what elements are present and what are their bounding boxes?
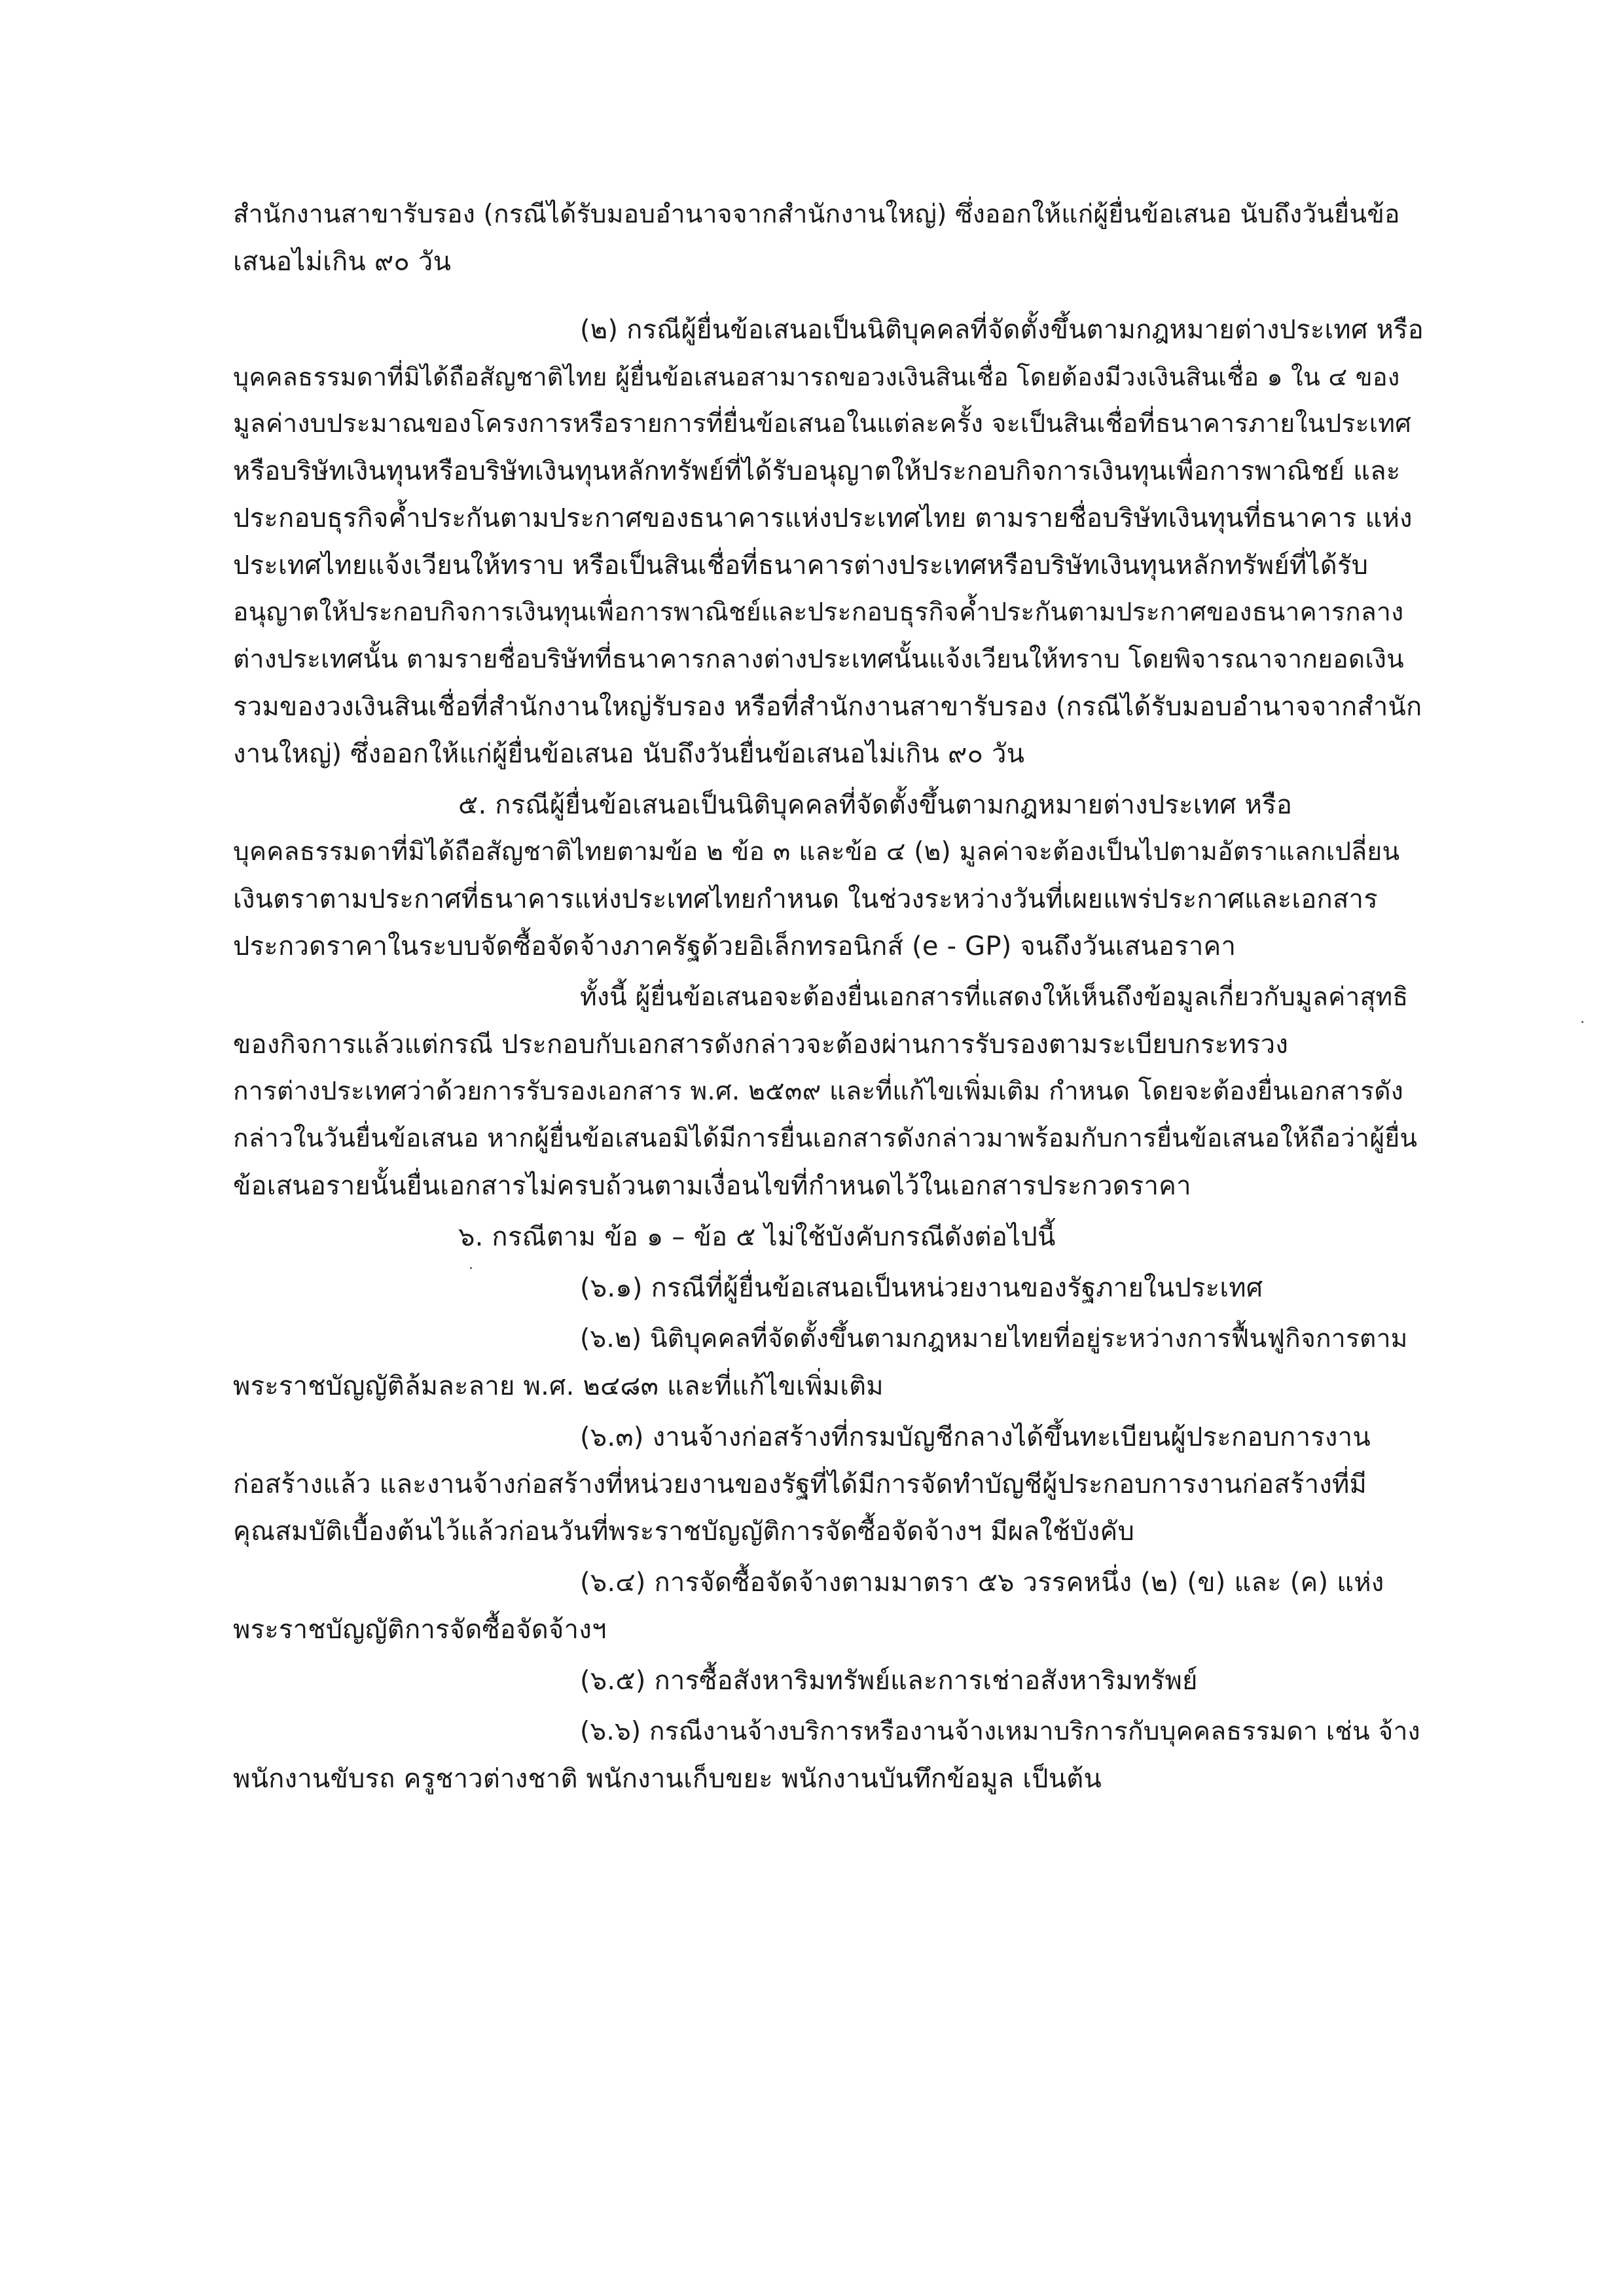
clause-6-1: (๖.๑) กรณีที่ผู้ยื่นข้อเสนอเป็นหน่วยงานของรัฐภายในประเทศ: [580, 1273, 1263, 1303]
paragraph-line: คุณสมบัติเบื้องต้นไว้แล้วก่อนวันที่พระราชบัญญัติการจัดซื้อจัดจ้างฯ มีผลใช้บังคับ: [233, 1516, 1135, 1547]
paragraph-line: มูลค่างบประมาณของโครงการหรือรายการที่ยื่นข้อเสนอในแต่ละครั้ง จะเป็นสินเชื่อที่ธนาคารภายในประเทศ: [233, 409, 1412, 439]
paragraph-line: เงินตราตามประกาศที่ธนาคารแห่งประเทศไทยกำหนด ในช่วงระหว่างวันที่เผยแพร่ประกาศและเอกสาร: [233, 884, 1378, 914]
paragraph-line: รวมของวงเงินสินเชื่อที่สำนักงานใหญ่รับรอง หรือที่สำนักงานสาขารับรอง (กรณีได้รับมอบอำนาจจากสำนัก: [233, 692, 1422, 722]
paragraph-line: บุคคลธรรมดาที่มิได้ถือสัญชาติไทยตามข้อ ๒ ข้อ ๓ และข้อ ๔ (๒) มูลค่าจะต้องเป็นไปตามอัตราแลกเปลี่ยน: [233, 837, 1400, 867]
clause-6-3: (๖.๓) งานจ้างก่อสร้างที่กรมบัญชีกลางได้ขึ้นทะเบียนผู้ประกอบการงาน: [580, 1422, 1371, 1452]
note-heading: ทั้งนี้ ผู้ยื่นข้อเสนอจะต้องยื่นเอกสารที่แสดงให้เห็นถึงข้อมูลเกี่ยวกับมูลค่าสุทธิ: [580, 982, 1409, 1012]
clause-6-5: (๖.๕) การซื้อสังหาริมทรัพย์และการเช่าอสังหาริมทรัพย์: [580, 1666, 1198, 1696]
clause-6-6: (๖.๖) กรณีงานจ้างบริการหรืองานจ้างเหมาบริการกับบุคคลธรรมดา เช่น จ้าง: [580, 1717, 1420, 1746]
paragraph-line: สำนักงานสาขารับรอง (กรณีได้รับมอบอำนาจจากสำนักงานใหญ่) ซึ่งออกให้แก่ผู้ยื่นข้อเสนอ นับถึงวันยื่นข้อ: [233, 200, 1400, 229]
paragraph-line: การต่างประเทศว่าด้วยการรับรองเอกสาร พ.ศ. ๒๕๓๙ และที่แก้ไขเพิ่มเติม กำหนด โดยจะต้องยื่นเอกสารดัง: [233, 1077, 1403, 1106]
paragraph-line: ของกิจการแล้วแต่กรณี ประกอบกับเอกสารดังกล่าวจะต้องผ่านการรับรองตามระเบียบกระทรวง: [233, 1030, 1289, 1060]
paragraph-line: พระราชบัญญัติล้มละลาย พ.ศ. ๒๔๘๓ และที่แก้ไขเพิ่มเติม: [233, 1371, 884, 1401]
clause-4-2-heading: (๒) กรณีผู้ยื่นข้อเสนอเป็นนิติบุคคลที่จัดตั้งขึ้นตามกฎหมายต่างประเทศ หรือ: [580, 315, 1424, 345]
clause-6-heading: ๖. กรณีตาม ข้อ ๑ – ข้อ ๕ ไม่ใช้บังคับกรณีดังต่อไปนี้: [458, 1222, 1056, 1252]
clause-5-heading: ๕. กรณีผู้ยื่นข้อเสนอเป็นนิติบุคคลที่จัดตั้งขึ้นตามกฎหมายต่างประเทศ หรือ: [458, 790, 1293, 820]
paragraph-line: ข้อเสนอรายนั้นยื่นเอกสารไม่ครบถ้วนตามเงื่อนไขที่กำหนดไว้ในเอกสารประกวดราคา: [233, 1171, 1191, 1201]
paragraph-line: งานใหญ่) ซึ่งออกให้แก่ผู้ยื่นข้อเสนอ นับถึงวันยื่นข้อเสนอไม่เกิน ๙๐ วัน: [233, 739, 1025, 769]
paragraph-line: กล่าวในวันยื่นข้อเสนอ หากผู้ยื่นข้อเสนอมิได้มีการยื่นเอกสารดังกล่าวมาพร้อมกับการยื่นข้อเสนอให้ถือว่าผู้ยื่น: [233, 1124, 1418, 1153]
paragraph-line: พระราชบัญญัติการจัดซื้อจัดจ้างฯ: [233, 1615, 607, 1645]
paragraph-line: เสนอไม่เกิน ๙๐ วัน: [233, 247, 452, 277]
paragraph-line: ต่างประเทศนั้น ตามรายชื่อบริษัทที่ธนาคารกลางต่างประเทศนั้นแจ้งเวียนให้ทราบ โดยพิจารณาจากยอดเงิน: [233, 645, 1405, 674]
scan-speck: [1581, 1021, 1583, 1023]
paragraph-line: อนุญาตให้ประกอบกิจการเงินทุนเพื่อการพาณิชย์และประกอบธุรกิจค้ำประกันตามประกาศของธนาคารกลาง: [233, 598, 1404, 627]
clause-6-2: (๖.๒) นิติบุคคลที่จัดตั้งขึ้นตามกฎหมายไทยที่อยู่ระหว่างการฟื้นฟูกิจการตาม: [580, 1324, 1408, 1354]
paragraph-line: บุคคลธรรมดาที่มิได้ถือสัญชาติไทย ผู้ยื่นข้อเสนอสามารถขอวงเงินสินเชื่อ โดยต้องมีวงเงินสินเชื่อ ๑ ใน ๔ ของ: [233, 363, 1400, 391]
clause-6-4: (๖.๔) การจัดซื้อจัดจ้างตามมาตรา ๕๖ วรรคหนึ่ง (๒) (ข) และ (ค) แห่ง: [580, 1568, 1384, 1598]
paragraph-line: ประกวดราคาในระบบจัดซื้อจัดจ้างภาครัฐด้วยอิเล็กทรอนิกส์ (e - GP) จนถึงวันเสนอราคา: [233, 931, 1236, 961]
paragraph-line: พนักงานขับรถ ครูชาวต่างชาติ พนักงานเก็บขยะ พนักงานบันทึกข้อมูล เป็นต้น: [233, 1764, 1102, 1794]
paragraph-line: ประกอบธุรกิจค้ำประกันตามประกาศของธนาคารแห่งประเทศไทย ตามรายชื่อบริษัทเงินทุนที่ธนาคาร แห่ง: [233, 503, 1413, 533]
paragraph-line: หรือบริษัทเงินทุนหรือบริษัทเงินทุนหลักทรัพย์ที่ได้รับอนุญาตให้ประกอบกิจการเงินทุนเพื่อการพาณิชย์ และ: [233, 456, 1401, 486]
paragraph-line: ก่อสร้างแล้ว และงานจ้างก่อสร้างที่หน่วยงานของรัฐที่ได้มีการจัดทำบัญชีผู้ประกอบการงานก่อสร้างที่มี: [233, 1469, 1367, 1499]
paragraph-line: ประเทศไทยแจ้งเวียนให้ทราบ หรือเป็นสินเชื่อที่ธนาคารต่างประเทศหรือบริษัทเงินทุนหลักทรัพย์ที่ได้รับ: [233, 550, 1369, 581]
scan-speck: [470, 1267, 472, 1269]
